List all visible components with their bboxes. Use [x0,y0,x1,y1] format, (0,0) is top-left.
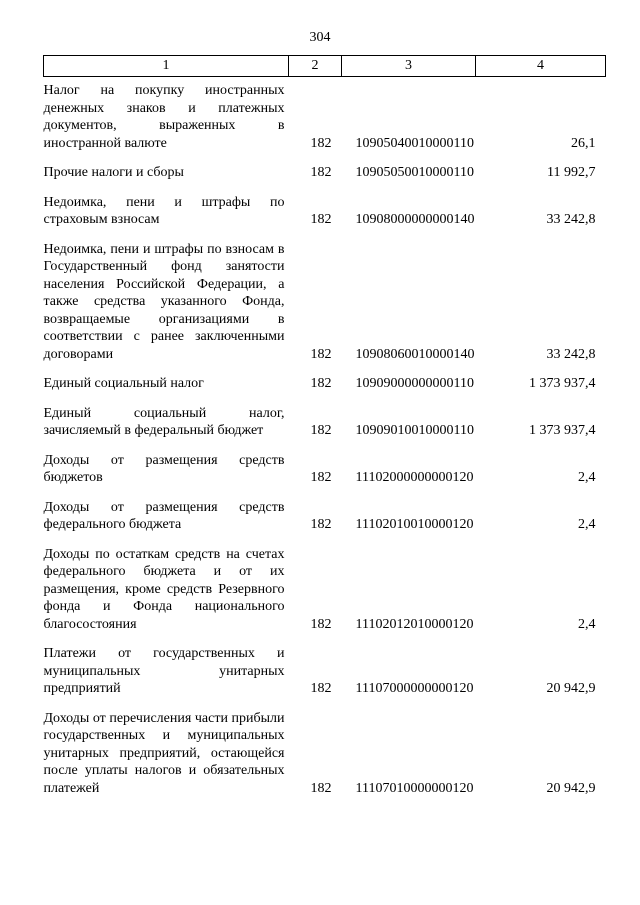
column-header-2: 2 [289,56,342,77]
revenue-name-text: Налог на покупку иностранных денежных знаков и платежных документов, выраженных в иностранной валюте [43,83,285,151]
table-body [44,77,606,798]
amount-cell: 1 373 937,4 [529,423,596,438]
revenue-name-cell [44,393,289,440]
amount-cell: 2,4 [578,517,596,532]
admin-code-cell: 182 [310,165,332,180]
table-row [44,487,606,534]
amount-cell: 33 242,8 [546,346,596,362]
amount-cell: 11 992,7 [547,165,596,180]
column-header-4: 4 [476,56,606,77]
budget-revenue-table [43,55,606,797]
admin-code-cell: 182 [310,681,332,696]
budget-classification-code-cell: 10909010010000110 [355,423,474,438]
amount-cell: 33 242,8 [546,212,596,227]
revenue-name-text: Доходы от перечисления части прибыли государственных и муниципальных унитарных предприятий, остающейся после уплаты налогов и обязательных платежей [43,710,285,796]
column-header-3: 3 [342,56,476,77]
revenue-name-text: Платежи от государственных и муниципальных унитарных предприятий [43,646,285,696]
table-row [44,534,606,634]
revenue-name-cell [44,363,289,393]
page-number: 304 [309,30,331,45]
revenue-name-cell [44,633,289,698]
revenue-name-cell [44,487,289,534]
admin-code-cell: 182 [310,470,332,485]
admin-code-cell: 182 [310,135,332,151]
budget-classification-code-cell: 11102000000000120 [355,470,474,485]
amount-cell: 26,1 [571,135,596,151]
amount-cell: 20 942,9 [546,681,596,696]
table-header-row [44,56,606,77]
table-row [44,363,606,393]
amount-cell: 20 942,9 [546,780,596,796]
revenue-name-cell [44,77,289,153]
revenue-name-text: Прочие налоги и сборы [43,165,184,180]
budget-classification-code-cell: 11107010000000120 [355,780,474,796]
amount-cell: 1 373 937,4 [529,376,596,391]
budget-classification-code-cell: 11102010010000120 [355,517,474,532]
table-row [44,229,606,364]
admin-code-cell: 182 [310,517,332,532]
table-row [44,698,606,798]
budget-classification-code-cell: 10905050010000110 [355,165,474,180]
budget-classification-code-cell: 11107000000000120 [355,681,474,696]
revenue-name-cell [44,152,289,182]
revenue-name-text: Недоимка, пени и штрафы по взносам в Государственный фонд занятости населения Российской Федерации, а также средства указанного Фонда, возвращаемые организациями в соответствии с ранее заключенными договорами [43,241,285,362]
budget-classification-code-cell: 10905040010000110 [355,135,474,151]
revenue-name-cell [44,534,289,634]
budget-classification-code-cell: 10908060010000140 [355,346,475,362]
admin-code-cell: 182 [310,346,332,362]
admin-code-cell: 182 [310,780,332,796]
revenue-name-cell [44,698,289,798]
table-row [44,633,606,698]
revenue-name-text: Недоимка, пени и штрафы по страховым взносам [43,194,285,227]
table-row [44,440,606,487]
admin-code-cell: 182 [310,212,332,227]
column-header-1: 1 [44,56,289,77]
admin-code-cell: 182 [310,616,332,632]
budget-classification-code-cell: 10908000000000140 [355,212,475,227]
revenue-name-text: Доходы по остаткам средств на счетах федерального бюджета и от их размещения, кроме средств Резервного фонда и Фонда национального благосостояния [43,546,285,632]
admin-code-cell: 182 [310,376,332,391]
table-row [44,393,606,440]
budget-classification-code-cell: 11102012010000120 [355,616,474,632]
revenue-name-cell [44,440,289,487]
revenue-name-cell [44,182,289,229]
table-row [44,77,606,153]
table-row [44,152,606,182]
revenue-name-cell [44,229,289,364]
revenue-name-text: Единый социальный налог [43,376,204,391]
amount-cell: 2,4 [578,470,596,485]
amount-cell: 2,4 [578,616,596,632]
revenue-name-text: Доходы от размещения средств федерального бюджета [43,499,285,532]
revenue-name-text: Единый социальный налог, зачисляемый в федеральный бюджет [43,405,285,438]
admin-code-cell: 182 [310,423,332,438]
table-row [44,182,606,229]
budget-classification-code-cell: 10909000000000110 [355,376,474,391]
revenue-name-text: Доходы от размещения средств бюджетов [43,452,285,485]
